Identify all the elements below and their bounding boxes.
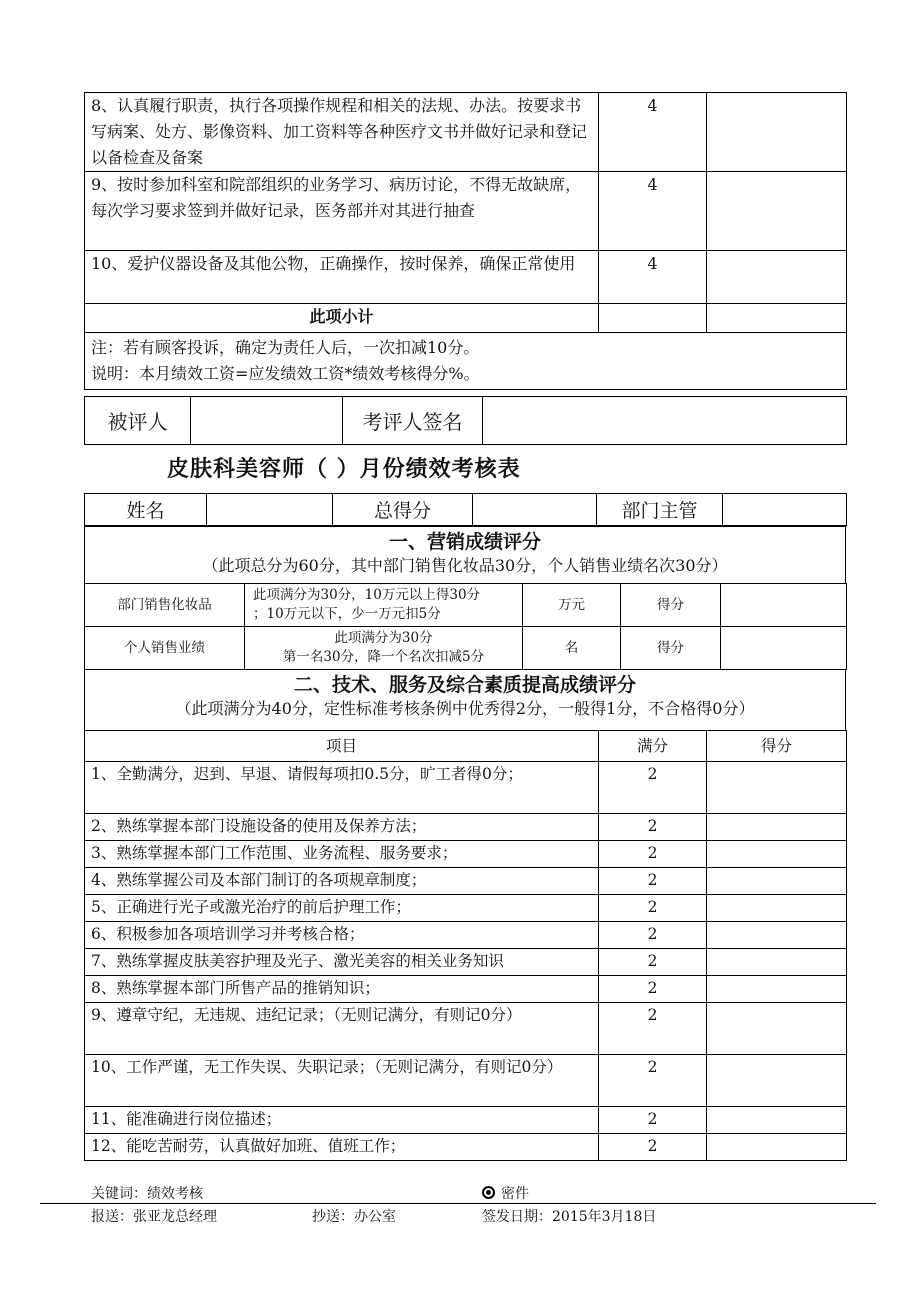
- col-header-item: 项目: [85, 731, 599, 762]
- row-label: 个人销售业绩: [85, 627, 245, 670]
- full-score: 2: [599, 1107, 707, 1134]
- score-label: 得分: [621, 584, 721, 627]
- col-header-score: 得分: [707, 731, 847, 762]
- item-text: 10、爱护仪器设备及其他公物，正确操作，按时保养，确保正常使用: [85, 251, 599, 304]
- item-text: 12、能吃苦耐劳，认真做好加班、值班工作；: [85, 1134, 599, 1161]
- rule-line: ；10万元以下，少一万元扣5分: [253, 606, 441, 622]
- table-row: [85, 976, 847, 1003]
- evaluator-label: 考评人签名: [343, 397, 483, 445]
- table-row: [85, 172, 847, 251]
- item-text: 1、全勤满分，迟到、早退、请假每项扣0.5分，旷工者得0分；: [85, 762, 599, 814]
- score-cell[interactable]: [721, 584, 847, 627]
- table-row: [85, 762, 847, 814]
- complaint-note: 注：若有顾客投诉，确定为责任人后，一次扣减10分。: [91, 338, 480, 357]
- full-score: 2: [599, 1003, 707, 1055]
- score-cell[interactable]: [707, 93, 847, 172]
- name-field[interactable]: [207, 494, 333, 526]
- table-row: [85, 868, 847, 895]
- evaluator-signature-field[interactable]: [483, 397, 847, 445]
- issue-date: 签发日期：2015年3月18日: [482, 1209, 657, 1225]
- rule-line: 此项满分为30分: [334, 630, 433, 646]
- marketing-table: [84, 583, 847, 670]
- row-label: 部门销售化妆品: [85, 584, 245, 627]
- salary-note: 说明：本月绩效工资=应发绩效工资*绩效考核得分%。: [91, 364, 480, 383]
- full-score: 2: [599, 922, 707, 949]
- table-row: [85, 627, 847, 670]
- score-cell[interactable]: [707, 841, 847, 868]
- section1-title: 一、营销成绩评分: [388, 531, 541, 553]
- item-text: 9、按时参加科室和院部组织的业务学习、病历讨论，不得无故缺席，每次学习要求签到并做好记录，医务部并对其进行抽查: [85, 172, 599, 251]
- table-row: [85, 949, 847, 976]
- subtotal-full: [599, 304, 707, 333]
- full-score: 4: [599, 93, 707, 172]
- score-cell[interactable]: [707, 949, 847, 976]
- technical-section: [84, 669, 846, 731]
- item-text: 9、遵章守纪，无违规、违纪记录；（无则记满分，有则记0分）: [85, 1003, 599, 1055]
- full-score: 2: [599, 949, 707, 976]
- score-cell[interactable]: [707, 1003, 847, 1055]
- full-score: 4: [599, 172, 707, 251]
- col-header-full: 满分: [599, 731, 707, 762]
- full-score: 2: [599, 814, 707, 841]
- notes-row: [85, 333, 847, 390]
- evaluatee-field[interactable]: [191, 397, 343, 445]
- full-score: 2: [599, 868, 707, 895]
- evaluatee-label: 被评人: [85, 397, 191, 445]
- item-text: 10、工作严谨，无工作失误、失职记录；（无则记满分，有则记0分）: [85, 1055, 599, 1107]
- table-row: [85, 814, 847, 841]
- unit-label: 万元: [523, 584, 621, 627]
- secret-mark: [482, 1183, 529, 1203]
- subtotal-row: [85, 304, 847, 333]
- full-score: 2: [599, 895, 707, 922]
- score-cell[interactable]: [707, 1107, 847, 1134]
- manager-label: 部门主管: [597, 494, 723, 526]
- technical-table: [84, 730, 847, 1161]
- full-score: 2: [599, 1134, 707, 1161]
- rule-line: 此项满分为30分，10万元以上得30分: [253, 587, 481, 603]
- score-cell[interactable]: [707, 762, 847, 814]
- item-text: 4、熟练掌握公司及本部门制订的各项规章制度；: [85, 868, 599, 895]
- copy-to: 抄送：办公室: [312, 1209, 396, 1225]
- top-assessment-table: [84, 92, 847, 390]
- unit-label: 名: [523, 627, 621, 670]
- score-cell[interactable]: [707, 922, 847, 949]
- manager-field[interactable]: [723, 494, 847, 526]
- item-text: 7、熟练掌握皮肤美容护理及光子、激光美容的相关业务知识: [85, 949, 599, 976]
- keywords: 关键词：绩效考核: [91, 1186, 203, 1202]
- score-cell[interactable]: [707, 976, 847, 1003]
- total-label: 总得分: [333, 494, 473, 526]
- score-cell[interactable]: [707, 868, 847, 895]
- item-text: 2、熟练掌握本部门设施设备的使用及保养方法；: [85, 814, 599, 841]
- full-score: 2: [599, 841, 707, 868]
- item-text: 8、认真履行职责，执行各项操作规程和相关的法规、办法。按要求书写病案、处方、影像资料、加工资料等各种医疗文书并做好记录和登记以备检查及备案: [85, 93, 599, 172]
- section2-title: 二、技术、服务及综合素质提高成绩评分: [293, 674, 636, 696]
- table-row: [85, 584, 847, 627]
- section2-note: （此项满分为40分，定性标准考核条例中优秀得2分，一般得1分，不合格得0分）: [175, 699, 755, 718]
- score-cell[interactable]: [707, 1055, 847, 1107]
- total-field[interactable]: [473, 494, 597, 526]
- footer-divider: [40, 1203, 876, 1204]
- table-row: [85, 841, 847, 868]
- score-cell[interactable]: [707, 172, 847, 251]
- subtotal-label: 此项小计: [85, 304, 599, 333]
- full-score: 2: [599, 976, 707, 1003]
- name-label: 姓名: [85, 494, 207, 526]
- secret-label: 密件: [501, 1186, 529, 1202]
- table-row: [85, 251, 847, 304]
- table-row: [85, 895, 847, 922]
- subtotal-score-cell[interactable]: [707, 304, 847, 333]
- score-cell[interactable]: [721, 627, 847, 670]
- item-text: 8、熟练掌握本部门所售产品的推销知识；: [85, 976, 599, 1003]
- circle-dot-icon: [482, 1186, 495, 1199]
- report-to: 报送：张亚龙总经理: [91, 1209, 217, 1225]
- full-score: 2: [599, 1055, 707, 1107]
- table-row: [85, 1107, 847, 1134]
- form-header-table: [84, 493, 847, 526]
- score-label: 得分: [621, 627, 721, 670]
- item-text: 6、积极参加各项培训学习并考核合格；: [85, 922, 599, 949]
- section1-note: （此项总分为60分，其中部门销售化妆品30分，个人销售业绩名次30分）: [202, 556, 728, 575]
- full-score: 4: [599, 251, 707, 304]
- rule-line: 第一名30分，降一个名次扣减5分: [282, 649, 485, 665]
- table-row: [85, 1055, 847, 1107]
- marketing-section: [84, 526, 846, 584]
- full-score: 2: [599, 762, 707, 814]
- item-text: 5、正确进行光子或激光治疗的前后护理工作；: [85, 895, 599, 922]
- form-title: 皮肤科美容师（ ）月份绩效考核表: [167, 456, 521, 482]
- table-row: [85, 922, 847, 949]
- score-cell[interactable]: [707, 895, 847, 922]
- item-text: 11、能准确进行岗位描述；: [85, 1107, 599, 1134]
- table-row: [85, 1003, 847, 1055]
- table-row: [85, 1134, 847, 1161]
- score-cell[interactable]: [707, 1134, 847, 1161]
- table-row: [85, 93, 847, 172]
- signature-table: [84, 396, 847, 445]
- score-cell[interactable]: [707, 814, 847, 841]
- score-cell[interactable]: [707, 251, 847, 304]
- item-text: 3、熟练掌握本部门工作范围、业务流程、服务要求；: [85, 841, 599, 868]
